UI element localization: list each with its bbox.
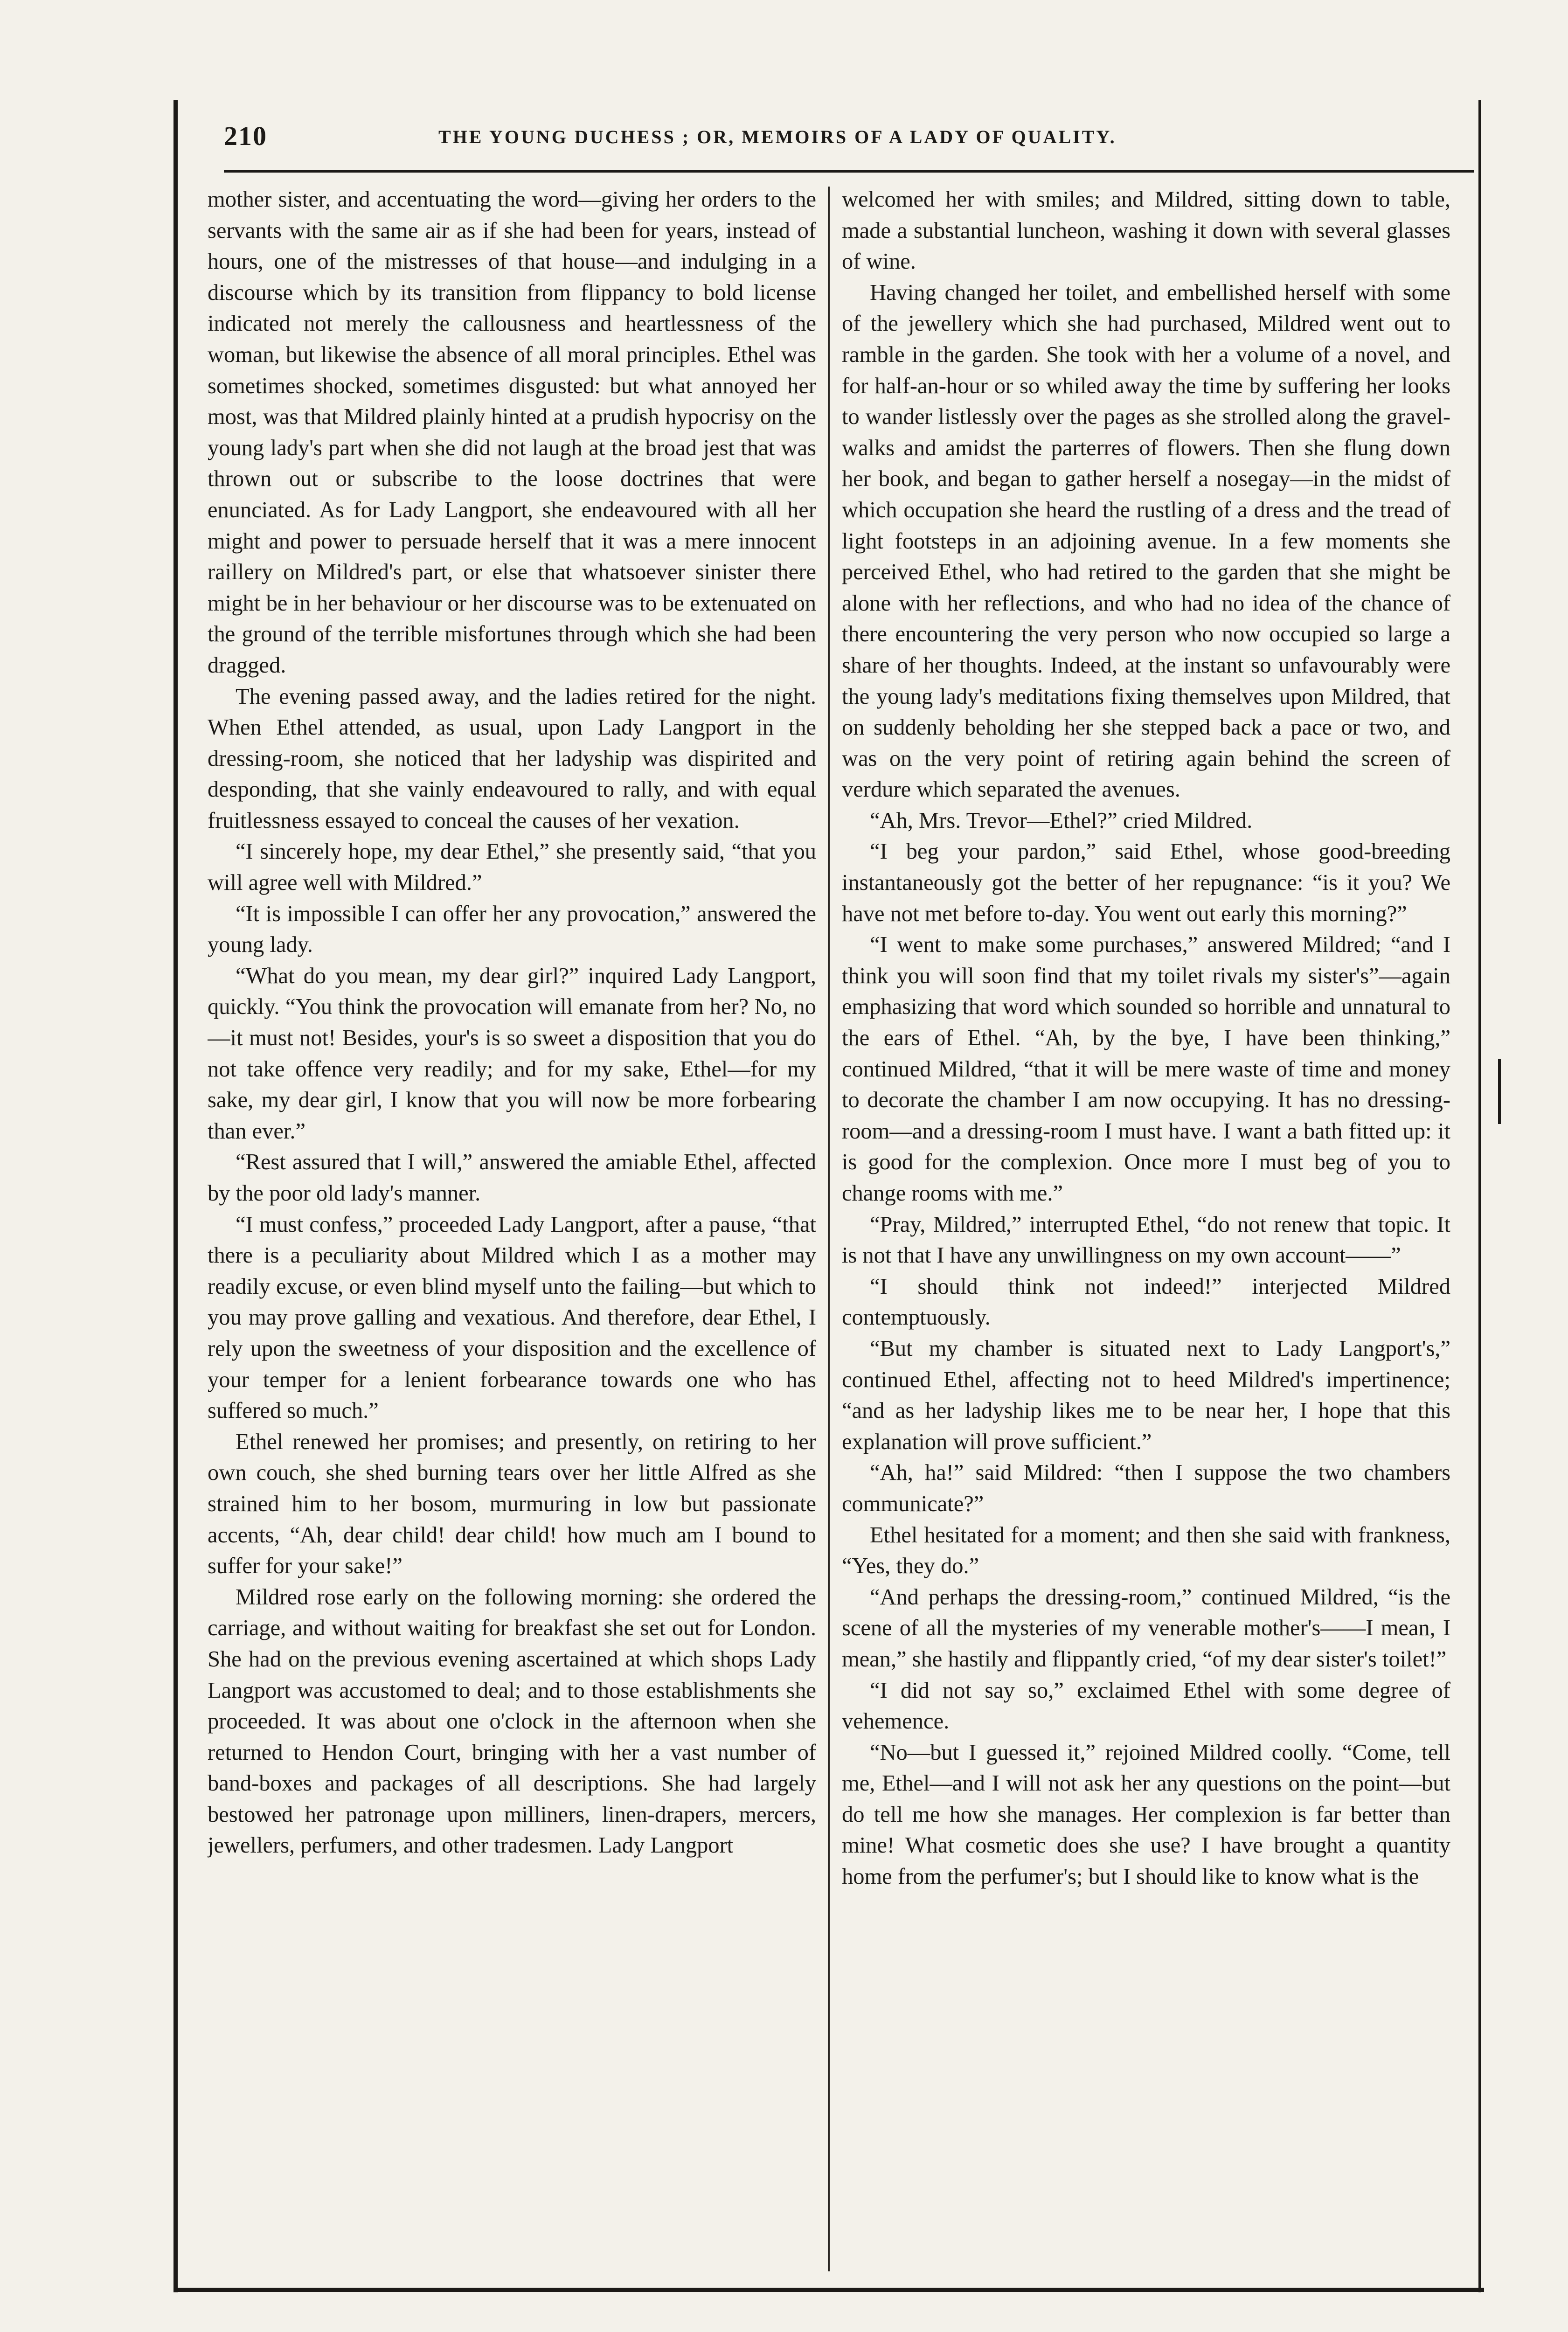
right-column — [842, 184, 1450, 2283]
paragraph: “I went to make some purchases,” answered Mildred; “and I think you will soon find that my toilet rivals my sister's”—again emphasizing that word which sounded so horrible and unnatural to the ears of Ethel. “Ah, by the bye, I have been thinking,” continued Mildred, “that it will be mere waste of time and money to decorate the chamber I am now occupying. It has no dressing-room—and a dressing-room I must have. I want a bath fitted up: it is good for the complexion. Once more I must beg of you to change rooms with me.” — [842, 932, 1450, 1206]
page-number: 210 — [224, 121, 267, 151]
paragraph: “I beg your pardon,” said Ethel, whose good-breeding instantaneously got the better of her repugnance: “is it you? We have not met before to-day. You went out early this morning?” — [842, 839, 1450, 926]
margin-bracket-mark — [1498, 1059, 1501, 1124]
header-rule — [224, 170, 1474, 173]
paragraph: “Pray, Mildred,” interrupted Ethel, “do not renew that topic. It is not that I have any unwillingness on my own account——” — [842, 1212, 1450, 1268]
paragraph: “I did not say so,” exclaimed Ethel with some degree of vehemence. — [842, 1678, 1450, 1734]
paragraph: “No—but I guessed it,” rejoined Mildred coolly. “Come, tell me, Ethel—and I will not ask her any questions on the point—but do tell me how she manages. Her complexion is far better than mine! What cosmetic does she use? I have brought a quantity home from the perfumer's; but I should like to know what is the — [842, 1740, 1450, 1889]
paragraph: mother sister, and accentuating the word—giving her orders to the servants with the same air as if she had been for years, instead of hours, one of the mistresses of that house—and indulging in a discourse which by its transition from flippancy to bold license indicated not merely the callousness and heartlessness of the woman, but likewise the absence of all moral principles. Ethel was sometimes shocked, sometimes disgusted: but what annoyed her most, was that Mildred plainly hinted at a prudish hypocrisy on the young lady's part when she did not laugh at the broad jest that was thrown out or subscribe to the loose doctrines that were enunciated. As for Lady Langport, she endeavoured with all her might and power to persuade herself that it was a mere innocent raillery on Mildred's part, or else that whatsoever sinister there might be in her behaviour or her discourse was to be extenuated on the ground of the terrible misfortunes through which she had been dragged. — [208, 187, 816, 678]
paragraph: “Ah, Mrs. Trevor—Ethel?” cried Mildred. — [870, 808, 1253, 833]
paragraph: The evening passed away, and the ladies retired for the night. When Ethel attended, as usual, upon Lady Langport in the dressing-room, she noticed that her ladyship was dispirited and desponding, that she vainly endeavoured to rally, and with equal fruitlessness essayed to conceal the causes of her vexation. — [208, 684, 816, 833]
paragraph: “Ah, ha!” said Mildred: “then I suppose the two chambers communicate?” — [842, 1460, 1450, 1516]
paragraph: “It is impossible I can offer her any provocation,” answered the young lady. — [208, 901, 816, 958]
running-title: THE YOUNG DUCHESS ; OR, MEMOIRS OF A LADY OF QUALITY. — [438, 126, 1117, 147]
paragraph: Mildred rose early on the following morning: she ordered the carriage, and without waiting for breakfast she set out for London. She had on the previous evening ascertained at which shops Lady Langport was accustomed to deal; and to those establishments she proceeded. It was about one o'clock in the afternoon when she returned to Hendon Court, bringing with her a vast number of band-boxes and packages of all descriptions. She had largely bestowed her patronage upon milliners, linen-drapers, mercers, jewellers, perfumers, and other tradesmen. Lady Langport — [208, 1584, 816, 1858]
paragraph: “What do you mean, my dear girl?” inquired Lady Langport, quickly. “You think the provocation will emanate from her? No, no—it must not! Besides, your's is so sweet a disposition that you do not take offence very readily; and for my sake, Ethel—for my sake, my dear girl, I know that you will now be more forbearing than ever.” — [208, 963, 816, 1144]
page-header — [224, 120, 1455, 158]
paragraph: “I sincerely hope, my dear Ethel,” she presently said, “that you will agree well with Mildred.” — [208, 839, 816, 895]
paragraph: “I must confess,” proceeded Lady Langport, after a pause, “that there is a peculiarity about Mildred which I as a mother may readily excuse, or even blind myself unto the failing—but which to you may prove galling and vexatious. And therefore, dear Ethel, I rely upon the sweetness of your disposition and the excellence of your temper for a lenient forbearance towards one who has suffered so much.” — [208, 1212, 816, 1423]
left-column — [208, 184, 816, 2283]
paragraph: “And perhaps the dressing-room,” continued Mildred, “is the scene of all the mysteries of my venerable mother's——I mean, I mean,” she hastily and flippantly cried, “of my dear sister's toilet!” — [842, 1584, 1450, 1672]
paragraph: “But my chamber is situated next to Lady Langport's,” continued Ethel, affecting not to heed Mildred's impertinence; “and as her ladyship likes me to be near her, I hope that this explanation will prove sufficient.” — [842, 1336, 1450, 1454]
paragraph: Ethel hesitated for a moment; and then she said with frankness, “Yes, they do.” — [842, 1522, 1450, 1579]
paragraph: “I should think not indeed!” interjected Mildred contemptuously. — [842, 1274, 1450, 1330]
page-border-left — [173, 100, 178, 2292]
column-divider — [828, 187, 830, 2271]
paragraph: “Rest assured that I will,” answered the amiable Ethel, affected by the poor old lady's manner. — [208, 1150, 816, 1206]
paragraph: welcomed her with smiles; and Mildred, sitting down to table, made a substantial luncheon, washing it down with several glasses of wine. — [842, 187, 1450, 274]
paragraph: Having changed her toilet, and embellished herself with some of the jewellery which she had purchased, Mildred went out to ramble in the garden. She took with her a volume of a novel, and for half-an-hour or so whiled away the time by suffering her looks to wander listlessly over the pages as she strolled along the gravel-walks and amidst the parterres of flowers. Then she flung down her book, and began to gather herself a nosegay—in the midst of which occupation she heard the rustling of a dress and the tread of light footsteps in an adjoining avenue. In a few moments she perceived Ethel, who had retired to the garden that she might be alone with her reflections, and who had no idea of the chance of there encountering the very person who now occupied so large a share of her thoughts. Indeed, at the instant so unfavourably were the young lady's meditations fixing themselves upon Mildred, that on suddenly beholding her she stepped back a pace or two, and was on the very point of retiring again behind the screen of verdure which separated the avenues. — [842, 280, 1450, 802]
page-border-bottom — [173, 2288, 1484, 2292]
paragraph: Ethel renewed her promises; and presently, on retiring to her own couch, she shed burning tears over her little Alfred as she strained him to her bosom, murmuring in low but passionate accents, “Ah, dear child! dear child! how much am I bound to suffer for your sake!” — [208, 1429, 816, 1579]
page-border-right — [1478, 100, 1481, 2292]
